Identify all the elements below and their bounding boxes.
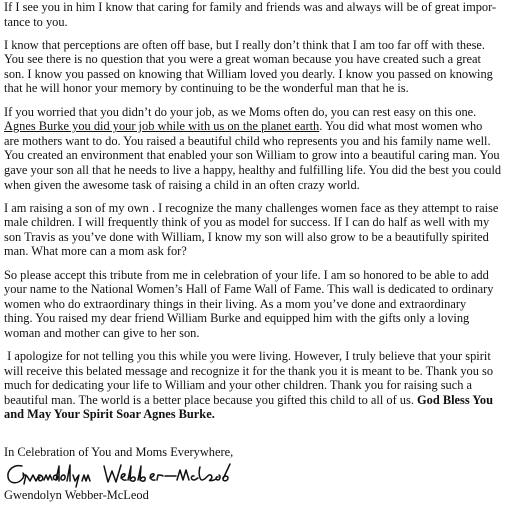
text-line: You see there is no question that you were a great woman because you have created such a great bbox=[4, 52, 481, 67]
signature-graphic bbox=[4, 460, 304, 488]
paragraph-5 bbox=[4, 268, 518, 341]
text-line: If you worried that you didn’t do your job, as we Moms often do, you can rest easy on this one. bbox=[4, 104, 477, 119]
text-line: when given the awesome task of raising a child in an often crazy world. bbox=[4, 177, 360, 192]
underlined-phrase: Agnes Burke you did your job while with us on the planet earth bbox=[4, 119, 320, 134]
bold-phrase: and May Your Spirit Soar Agnes Burke. bbox=[4, 407, 215, 422]
paragraph-2 bbox=[4, 38, 518, 96]
paragraph-1 bbox=[4, 0, 518, 29]
text-line: You created an environment that enabled your son William to grow into a beautiful caring man. You bbox=[4, 148, 500, 163]
handwritten-signature bbox=[4, 460, 518, 488]
text-line: women who do extraordinary things in their living. As a mom you’ve done and extraordinary bbox=[4, 296, 467, 311]
text-line: will receive this belated message and recognize it for the thank you it is meant to be. Thank you so bbox=[4, 363, 494, 378]
text-fragment: beautiful man. The world is a better place because you gifted this child to all of us. bbox=[4, 392, 418, 407]
text-line: tance to you. bbox=[4, 14, 68, 29]
text-line: son Travis as you’ve done with William, I know my son will also grow to be a beautifully spirited bbox=[4, 229, 489, 244]
text-line: I know that perceptions are often off base, but I really don’t think that I am too far off with these. bbox=[4, 37, 486, 52]
text-line: woman and mother can give to her son. bbox=[4, 325, 200, 340]
paragraph-3 bbox=[4, 105, 518, 193]
text-fragment: . You did what most women who bbox=[319, 119, 483, 134]
paragraph-6 bbox=[4, 349, 518, 422]
text-line: I am raising a son of my own . I recognize the many challenges women face as they attempt to raise bbox=[4, 200, 499, 215]
closing-line: In Celebration of You and Moms Everywhere, bbox=[4, 444, 234, 459]
text-line: If I see you in him I know that caring for family and friends was and always will be of great impor- bbox=[4, 0, 497, 14]
text-line bbox=[4, 119, 518, 134]
closing-block bbox=[4, 445, 518, 502]
signer-name: Gwendolyn Webber-McLeod bbox=[4, 487, 149, 502]
text-line: male children. I will frequently think of you as model for success. If I can do half as well with my bbox=[4, 215, 490, 230]
text-line: that he will honor your memory by continuing to be the wonderful man that he is. bbox=[4, 81, 409, 96]
text-line: your name to the National Women’s Hall of Fame Wall of Fame. This wall is dedicated to ordinary bbox=[4, 282, 494, 297]
text-line: son. I know you passed on knowing that William loved you dearly. I know you passed on knowing bbox=[4, 66, 493, 81]
letter-page bbox=[4, 0, 518, 502]
text-line: gave your son all that he needs to live a happy, healthy and fulfilling life. You did the best you could bbox=[4, 162, 502, 177]
paragraph-4 bbox=[4, 201, 518, 259]
text-line: So please accept this tribute from me in celebration of your life. I am so honored to be able to add bbox=[4, 267, 489, 282]
text-line: thing. You raised my dear friend William Burke and equipped him with the gifts only a loving bbox=[4, 311, 470, 326]
text-line: much for dedicating your life to William and your other children. Thank you for raising such a bbox=[4, 378, 473, 393]
text-line: man. What more can a mom ask for? bbox=[4, 244, 187, 259]
text-line: are mothers want to do. You raised a beautiful child who represents you and his family name well. bbox=[4, 133, 491, 148]
bold-phrase: God Bless You bbox=[417, 392, 494, 407]
text-line: I apologize for not telling you this while you were living. However, I truly believe that your spirit bbox=[4, 348, 491, 363]
text-line bbox=[4, 393, 518, 408]
